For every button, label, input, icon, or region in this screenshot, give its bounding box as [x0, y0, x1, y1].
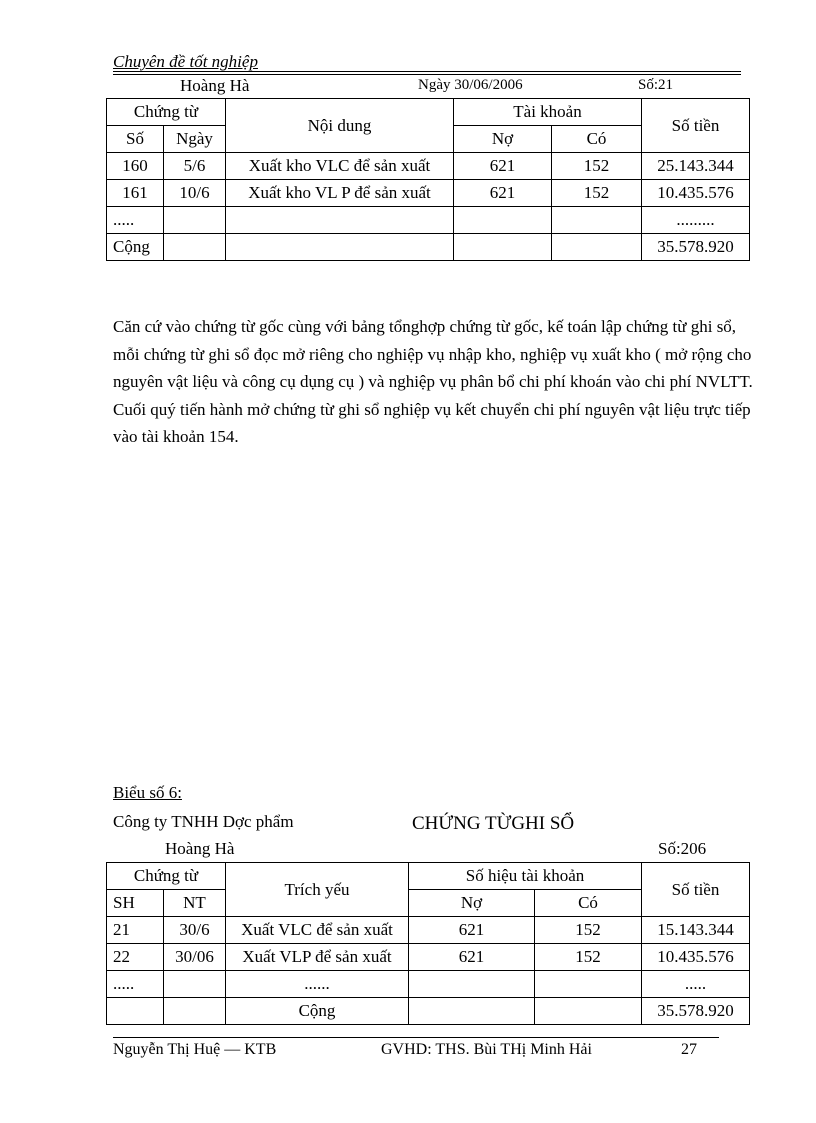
bottom-company-line1: Công ty TNHH Dợc phẩm	[113, 812, 294, 831]
cell-empty	[454, 234, 552, 261]
top-date: Ngày 30/06/2006	[418, 77, 523, 93]
cell-empty	[107, 998, 164, 1025]
table-total-row	[107, 998, 750, 1025]
col-so-tien: Số tiền	[642, 863, 750, 917]
voucher-title: CHỨNG TỪGHI SỔ	[412, 813, 575, 834]
col-tai-khoan: Tài khoản	[454, 99, 642, 126]
cell-nt: 30/06	[164, 944, 226, 971]
cell-nt: 30/6	[164, 917, 226, 944]
cell-so: 160	[107, 153, 164, 180]
col-so-tien: Số tiền	[642, 99, 750, 153]
cell-no: 621	[454, 153, 552, 180]
cell-sh: 21	[107, 917, 164, 944]
total-label: Cộng	[226, 998, 409, 1025]
top-number: Số:21	[638, 77, 674, 93]
footer-author: Nguyễn Thị Huệ — KTB	[113, 1041, 277, 1058]
cell-no: 621	[409, 944, 535, 971]
cell-ngay: 5/6	[164, 153, 226, 180]
cell-co: 152	[535, 917, 642, 944]
cell-empty	[535, 998, 642, 1025]
cell-ngay	[164, 207, 226, 234]
col-noi-dung: Nội dung	[226, 99, 454, 153]
cell-noi-dung: Xuất kho VL P để sản xuất	[226, 180, 454, 207]
total-value: 35.578.920	[642, 998, 750, 1025]
col-chung-tu: Chứng từ	[107, 863, 226, 890]
cell-nt	[164, 971, 226, 998]
cell-co	[552, 207, 642, 234]
col-ngay: Ngày	[164, 126, 226, 153]
col-sh: SH	[107, 890, 164, 917]
col-no: Nợ	[409, 890, 535, 917]
table-row	[107, 180, 750, 207]
cell-so: .....	[107, 207, 164, 234]
cell-no: 621	[454, 180, 552, 207]
cell-so-tien: .........	[642, 207, 750, 234]
table-row	[107, 971, 750, 998]
cell-so-tien: 25.143.344	[642, 153, 750, 180]
cell-so-tien: 10.435.576	[642, 944, 750, 971]
bieu-so-label: Biểu số 6:	[113, 783, 182, 802]
cell-noi-dung	[226, 207, 454, 234]
cell-co: 152	[535, 944, 642, 971]
cell-so: 161	[107, 180, 164, 207]
cell-empty	[164, 998, 226, 1025]
cell-so-tien: 15.143.344	[642, 917, 750, 944]
bottom-company-line2: Hoàng Hà	[165, 839, 235, 858]
col-co: Có	[535, 890, 642, 917]
cell-no	[454, 207, 552, 234]
cell-trich-yeu: Xuất VLP để sản xuất	[226, 944, 409, 971]
table-header-row	[107, 99, 750, 126]
cell-no: 621	[409, 917, 535, 944]
cell-no	[409, 971, 535, 998]
footer-rule	[113, 1037, 719, 1038]
cell-ngay: 10/6	[164, 180, 226, 207]
col-trich-yeu: Trích yếu	[226, 863, 409, 917]
bottom-number: Số:206	[658, 839, 707, 858]
cell-empty	[164, 234, 226, 261]
table-row	[107, 944, 750, 971]
cell-trich-yeu: Xuất VLC để sản xuất	[226, 917, 409, 944]
cell-co	[535, 971, 642, 998]
total-value: 35.578.920	[642, 234, 750, 261]
col-co: Có	[552, 126, 642, 153]
top-company: Hoàng Hà	[180, 76, 250, 95]
cell-sh: 22	[107, 944, 164, 971]
cell-empty	[409, 998, 535, 1025]
table-header-row	[107, 863, 750, 890]
cell-trich-yeu: ......	[226, 971, 409, 998]
table-row	[107, 207, 750, 234]
cell-noi-dung: Xuất kho VLC để sản xuất	[226, 153, 454, 180]
cell-so-tien: 10.435.576	[642, 180, 750, 207]
table-row	[107, 153, 750, 180]
table-total-row	[107, 234, 750, 261]
header-rule-secondary	[113, 74, 741, 75]
col-so-hieu-tk: Số hiệu tài khoản	[409, 863, 642, 890]
header-rule	[113, 71, 741, 72]
bottom-voucher-table	[106, 862, 750, 1025]
cell-co: 152	[552, 180, 642, 207]
total-label: Cộng	[107, 234, 164, 261]
cell-sh: .....	[107, 971, 164, 998]
cell-co: 152	[552, 153, 642, 180]
col-nt: NT	[164, 890, 226, 917]
col-no: Nợ	[454, 126, 552, 153]
document-header-title: Chuyên đề tốt nghiệp	[113, 52, 258, 71]
col-chung-tu: Chứng từ	[107, 99, 226, 126]
cell-empty	[552, 234, 642, 261]
top-voucher-table	[106, 98, 750, 261]
cell-empty	[226, 234, 454, 261]
body-paragraph: Căn cứ vào chứng từ gốc cùng với bảng tổnghợp chứng từ gốc, kế toán lập chứng từ ghi sổ, mỗi chứng từ ghi sổ đọc mở riêng cho nghiệp vụ nhập kho, nghiệp vụ xuất kho ( mở rộng cho nguyên vật liệu và công cụ dụng cụ ) và nghiệp vụ phân bổ chi phí khoán vào chi phí NVLTT. Cuối quý tiến hành mở chứng từ ghi sổ nghiệp vụ kết chuyển chi phí nguyên vật liệu trực tiếp vào tài khoản 154.	[113, 317, 753, 446]
cell-so-tien: .....	[642, 971, 750, 998]
footer-page-number: 27	[681, 1041, 697, 1058]
footer-advisor: GVHD: THS. Bùi THị Minh Hải	[381, 1041, 592, 1058]
col-so: Số	[107, 126, 164, 153]
table-row	[107, 917, 750, 944]
